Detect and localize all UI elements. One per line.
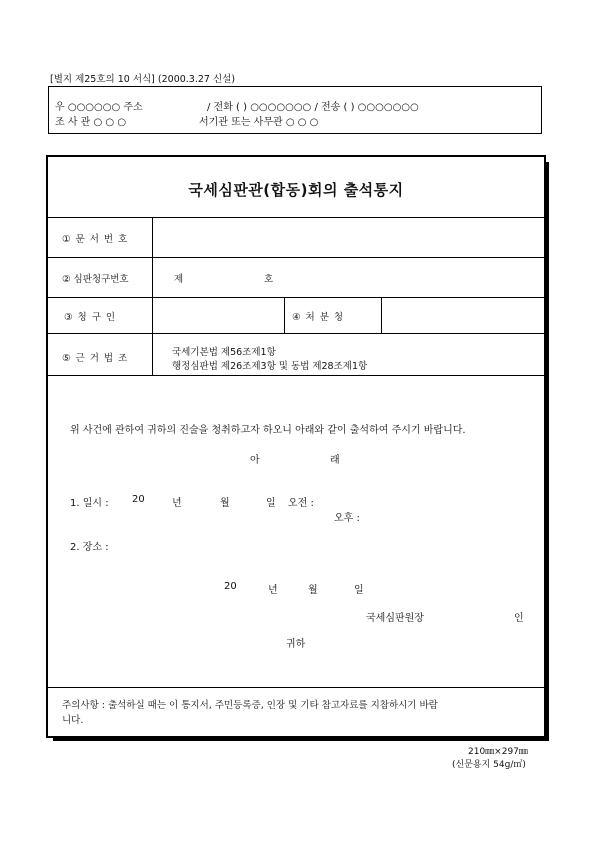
issuer-title: 국세심판원장 bbox=[366, 613, 424, 624]
investigator-line: 조 사 관 ○ ○ ○ bbox=[55, 117, 127, 128]
rule bbox=[48, 297, 544, 298]
claim-number-label: ② 심판청구번호 bbox=[62, 274, 129, 285]
rule bbox=[48, 217, 544, 218]
datetime-nyeon: 년 bbox=[172, 498, 182, 509]
datetime-pm: 오후 : bbox=[334, 513, 360, 524]
below-heading-a: 아 bbox=[250, 455, 260, 466]
column-divider bbox=[381, 297, 382, 333]
caution-note-line2: 니다. bbox=[62, 715, 84, 726]
attendance-request: 위 사건에 관하여 귀하의 진술을 청취하고자 하오니 아래와 같이 출석하여 주시기 바랍니다. bbox=[70, 425, 466, 436]
rule bbox=[48, 687, 544, 688]
claim-number-suffix: 호 bbox=[264, 274, 274, 285]
datetime-wol: 월 bbox=[220, 498, 230, 509]
sign-nyeon: 년 bbox=[268, 585, 278, 596]
sign-year: 20 bbox=[224, 581, 237, 592]
sender-header-box bbox=[48, 86, 542, 134]
datetime-il: 일 bbox=[266, 498, 276, 509]
rule bbox=[48, 375, 544, 376]
office-line: 서기관 또는 사무관 ○ ○ ○ bbox=[199, 117, 319, 128]
column-divider bbox=[152, 217, 153, 375]
seal-mark: 인 bbox=[514, 613, 524, 624]
column-divider bbox=[284, 297, 285, 333]
legal-basis-line2: 행정심판법 제26조제3항 및 동법 제28조제1항 bbox=[172, 361, 368, 372]
sign-il: 일 bbox=[354, 585, 364, 596]
recipient-honorific: 귀하 bbox=[286, 639, 306, 650]
notice-form bbox=[46, 155, 546, 738]
doc-number-label: ① 문 서 번 호 bbox=[62, 234, 129, 245]
below-heading-b: 래 bbox=[330, 455, 340, 466]
datetime-year: 20 bbox=[132, 494, 145, 505]
legal-basis-line1: 국세기본법 제56조제1항 bbox=[172, 347, 276, 358]
datetime-am: 오전 : bbox=[288, 498, 314, 509]
claim-number-prefix: 제 bbox=[174, 274, 184, 285]
sign-wol: 월 bbox=[308, 585, 318, 596]
caution-note-line1: 주의사항 : 출석하실 때는 이 통지서, 주민등록증, 인장 및 기타 참고자료를 지참하시기 바람 bbox=[62, 700, 438, 711]
datetime-label: 1. 일시 : bbox=[70, 498, 109, 509]
address-line: 우 ○○○○○○ 주소 bbox=[55, 102, 143, 113]
legal-basis-label: ⑤ 근 거 법 조 bbox=[62, 353, 129, 364]
disposition-agency-label: ④ 처 분 청 bbox=[292, 312, 345, 323]
form-title: 국세심판관(합동)회의 출석통지 bbox=[188, 181, 404, 199]
form-number-note: [별지 제25호의 10 서식] (2000.3.27 신설) bbox=[50, 74, 236, 85]
place-label: 2. 장소 : bbox=[70, 542, 109, 553]
paper-size: 210㎜×297㎜ bbox=[468, 747, 528, 757]
phone-fax-line: / 전화 ( ) ○○○○○○○ / 전송 ( ) ○○○○○○○ bbox=[207, 102, 419, 113]
claimant-label: ③ 청 구 인 bbox=[64, 312, 117, 323]
rule bbox=[48, 333, 544, 334]
paper-type: (신문용지 54g/㎡) bbox=[452, 760, 526, 770]
rule bbox=[48, 257, 544, 258]
